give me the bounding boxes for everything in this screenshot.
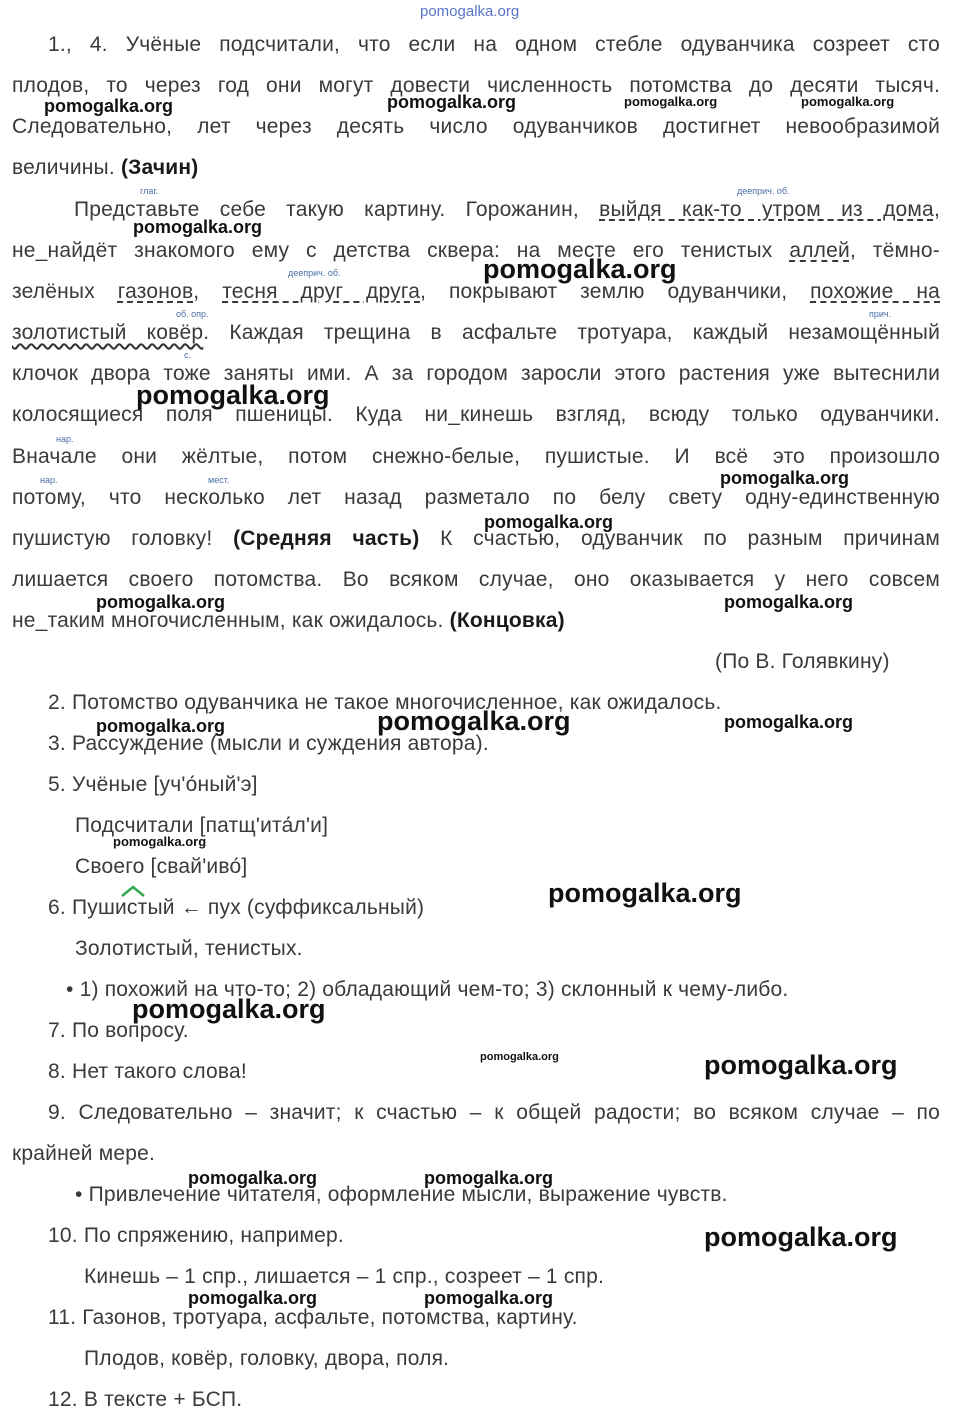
watermark: pomogalka.org (704, 1050, 898, 1080)
text-line-13: пушистую головку! (Средняя часть) К счастью, одуванчик по разным причинам (12, 527, 940, 550)
watermark: pomogalka.org (724, 712, 854, 732)
answer-11-a: 11. Газонов, тротуара, асфальте, потомства, картину. (48, 1306, 578, 1329)
annotation-s: с. (184, 350, 192, 360)
annotation-nar-2: нар. (40, 475, 58, 485)
label-zachin: (Зачин) (120, 156, 199, 179)
answer-9-b: крайней мере. (12, 1142, 156, 1165)
text-line-15: не_таким многочисленным, как ожидалось. (Концовка) (12, 609, 565, 632)
answer-2: 2. Потомство одуванчика не такое многочисленное, как ожидалось. (48, 691, 722, 714)
watermark: pomogalka.org (704, 1222, 898, 1252)
watermark: pomogalka.org (484, 512, 614, 532)
watermark: pomogalka.org (44, 96, 174, 116)
watermark: pomogalka.org (136, 380, 330, 410)
watermark: pomogalka.org (624, 94, 718, 109)
watermark: pomogalka.org (480, 1051, 559, 1063)
text-line-9: клочок двора тоже заняты ими. А за городом заросли этого растения уже вытеснили (12, 362, 940, 385)
watermark: pomogalka.org (724, 592, 854, 612)
text-line-2: плодов, то через год они могут довести численность потомства до десяти тысяч. (12, 74, 940, 97)
text-line-12: потому, что несколько лет назад разметало по белу свету одну-единственную (12, 486, 940, 509)
watermark: pomogalka.org (133, 217, 263, 237)
answer-10-a: 10. По спряжению, например. (48, 1224, 344, 1247)
text-line-1: 1., 4. Учёные подсчитали, что если на одном стебле одуванчика созреет сто (48, 33, 940, 56)
text-line-14: лишается своего потомства. Во всяком случае, оно оказывается у него совсем (12, 568, 940, 591)
annotation-mest: мест. (208, 475, 230, 485)
watermark: pomogalka.org (720, 468, 850, 488)
header-watermark: pomogalka.org (420, 3, 520, 20)
annotation-ob-opr: об. опр. (176, 309, 209, 319)
answer-11-b: Плодов, ковёр, головку, двора, поля. (84, 1347, 450, 1370)
answer-5-b: Подсчитали [патщ'ита́л'и] (75, 814, 329, 837)
answer-9-c: • Привлечение читателя, оформление мысли, выражение чувств. (75, 1183, 728, 1206)
annotation-deeprich-ob-2: дееприч. об. (288, 268, 341, 278)
answer-5-c: Своего [свай'иво́] (75, 855, 248, 878)
answer-6-c: • 1) похожий на что-то; 2) обладающий чем-то; 3) склонный к чему-либо. (66, 978, 789, 1001)
watermark: pomogalka.org (96, 592, 226, 612)
text-line-8: золотистый ковёр. Каждая трещина в асфальте тротуара, каждый незамощённый (12, 321, 941, 344)
annotation-deeprich-ob: дееприч. об. (737, 186, 790, 196)
text-line-4: величины. (Зачин) (12, 156, 199, 179)
label-middle: (Средняя часть) (233, 527, 420, 550)
answer-12: 12. В тексте + БСП. (48, 1388, 243, 1411)
answer-9-a: 9. Следовательно – значит; к счастью – к общей радости; во всяком случае – по (48, 1101, 940, 1124)
answer-6-a: 6. Пушистый ← пух (суффиксальный) (48, 896, 425, 919)
text-line-5: Представьте себе такую картину. Горожанин, выйдя как-то утром из дома, (74, 198, 940, 221)
text-line-7: зелёных газонов, тесня друг друга, покрывают землю одуванчики, похожие на (12, 280, 940, 303)
answer-10-b: Кинешь – 1 спр., лишается – 1 спр., созреет – 1 спр. (84, 1265, 605, 1288)
source-attribution: (По В. Голявкину) (715, 650, 890, 673)
watermark: pomogalka.org (188, 1288, 318, 1308)
answer-8: 8. Нет такого слова! (48, 1060, 247, 1083)
watermark: pomogalka.org (424, 1168, 554, 1188)
answer-3: 3. Рассуждение (мысли и суждения автора). (48, 732, 489, 755)
watermark: pomogalka.org (132, 994, 326, 1024)
text-line-10: колосящиеся поля пшеницы. Куда ни_кинешь взгляд, всюду только одуванчики. (12, 403, 940, 426)
watermark: pomogalka.org (377, 706, 571, 736)
label-ending: (Концовка) (449, 609, 565, 632)
answer-7: 7. По вопросу. (48, 1019, 189, 1042)
annotation-glag: глаг. (140, 186, 159, 196)
watermark: pomogalka.org (188, 1168, 318, 1188)
watermark: pomogalka.org (801, 94, 895, 109)
answer-6-b: Золотистый, тенистых. (75, 937, 303, 960)
answer-5-a: 5. Учёные [уч'о́ный'э] (48, 773, 258, 796)
annotation-nar-1: нар. (56, 434, 74, 444)
text-line-3: Следовательно, лет через десять число одуванчиков достигнет невообразимой (12, 115, 940, 138)
watermark: pomogalka.org (113, 834, 207, 849)
watermark: pomogalka.org (483, 254, 677, 284)
annotation-prich: прич. (869, 309, 892, 319)
watermark: pomogalka.org (387, 92, 517, 112)
text-line-6: не_найдёт знакомого ему с детства сквера: на месте его тенистых аллей, тёмно- (12, 239, 940, 262)
watermark: pomogalka.org (96, 716, 226, 736)
watermark: pomogalka.org (424, 1288, 554, 1308)
text-line-11: Вначале они жёлтые, потом снежно-белые, пушистые. И всё это произошло (12, 445, 940, 468)
watermark: pomogalka.org (548, 878, 742, 908)
